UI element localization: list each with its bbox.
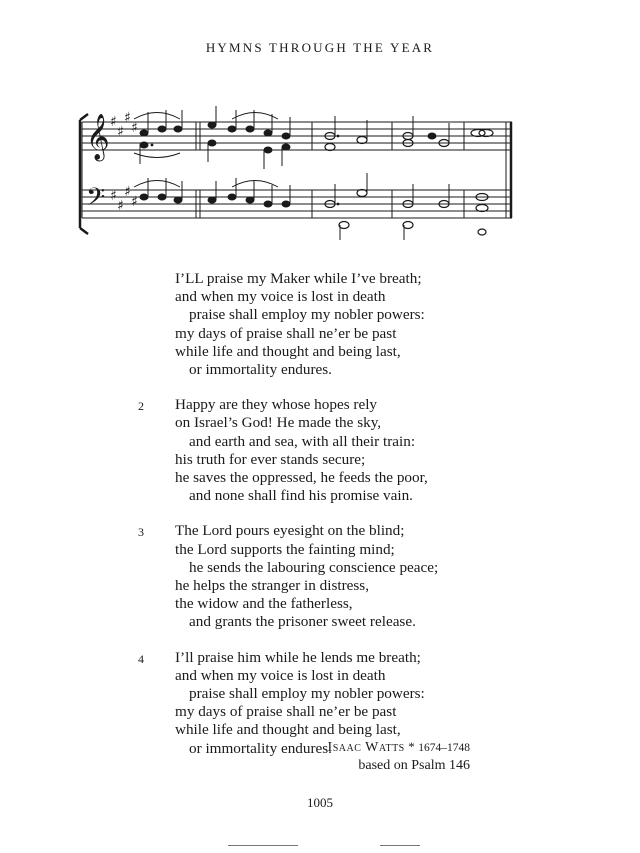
stanza-number: 4 <box>138 651 144 666</box>
svg-text:♯: ♯ <box>110 114 117 130</box>
stanza-number: 2 <box>138 399 144 414</box>
svg-text:♯: ♯ <box>110 188 117 204</box>
verse-line: while life and thought and being last, <box>175 342 401 360</box>
slur <box>232 113 278 120</box>
bass-clef-icon: 𝄢 <box>86 183 106 218</box>
slur <box>134 113 180 120</box>
footer-rule <box>380 845 420 846</box>
author-dates: 1674–1748 <box>418 742 470 754</box>
verse-line: The Lord pours eyesight on the blind; <box>175 522 405 540</box>
svg-text:♯: ♯ <box>124 184 131 200</box>
verse-line: my days of praise shall ne’er be past <box>175 324 397 342</box>
svg-text:♯: ♯ <box>131 120 138 136</box>
verse-line: he saves the oppressed, he feeds the poor, <box>175 469 428 487</box>
verse-line: I’LL praise my Maker while I’ve breath; <box>175 270 422 287</box>
verse-line: praise shall employ my nobler powers: <box>189 685 425 703</box>
page-number: 1005 <box>307 795 333 810</box>
verse-line: he sends the labouring conscience peace; <box>189 558 439 576</box>
stanza-1 <box>150 270 570 379</box>
footer-rule <box>228 845 298 846</box>
verse-line: I’ll praise him while he lends me breath; <box>175 648 421 666</box>
hymn-text <box>138 270 570 775</box>
music-score <box>72 100 522 240</box>
verse-line: and when my voice is lost in death <box>175 288 386 306</box>
verse-line: and none shall find his promise vain. <box>189 487 413 505</box>
verse-line: while life and thought and being last, <box>175 721 401 739</box>
open-noteheads <box>325 130 493 236</box>
augmentation-dots <box>151 135 340 206</box>
tie <box>134 153 180 158</box>
verse-line: and when my voice is lost in death <box>175 666 386 684</box>
verse-line: and earth and sea, with all their train: <box>189 432 416 450</box>
svg-text:♯: ♯ <box>124 110 131 126</box>
verse-line: Happy are they whose hopes rely <box>175 396 378 414</box>
running-title: HYMNS THROUGH THE YEAR <box>205 40 435 55</box>
treble-clef-icon: 𝄞 <box>86 114 110 160</box>
verse-line: praise shall employ my nobler powers: <box>189 306 425 324</box>
verse-line: he helps the stranger in distress, <box>175 577 370 595</box>
verse-line: my days of praise shall ne’er be past <box>175 703 397 721</box>
svg-text:♯: ♯ <box>131 194 138 210</box>
stanza-number: 3 <box>138 525 144 540</box>
slur <box>232 181 278 188</box>
author-mark: * <box>408 739 415 754</box>
verse-line: his truth for ever stands secure; <box>175 450 366 468</box>
stems <box>140 106 449 240</box>
verse-line: and grants the prisoner sweet release. <box>189 613 416 631</box>
svg-text:♯: ♯ <box>117 198 124 214</box>
verse-line: or immortality endures. <box>189 361 332 379</box>
stanza-2 <box>138 396 570 505</box>
slur <box>134 181 180 188</box>
verse-line: or immortality endures. <box>189 739 332 757</box>
key-signature <box>110 110 138 214</box>
attribution <box>310 738 470 775</box>
author-name: Isaac Watts <box>327 740 405 755</box>
text-source: based on Psalm 146 <box>358 758 470 773</box>
verse-line: on Israel’s God! He made the sky, <box>175 414 382 432</box>
verse-line: the Lord supports the fainting mind; <box>175 540 395 558</box>
stanza-3 <box>138 522 570 631</box>
verse-line: the widow and the fatherless, <box>175 595 353 613</box>
svg-text:♯: ♯ <box>117 124 124 140</box>
